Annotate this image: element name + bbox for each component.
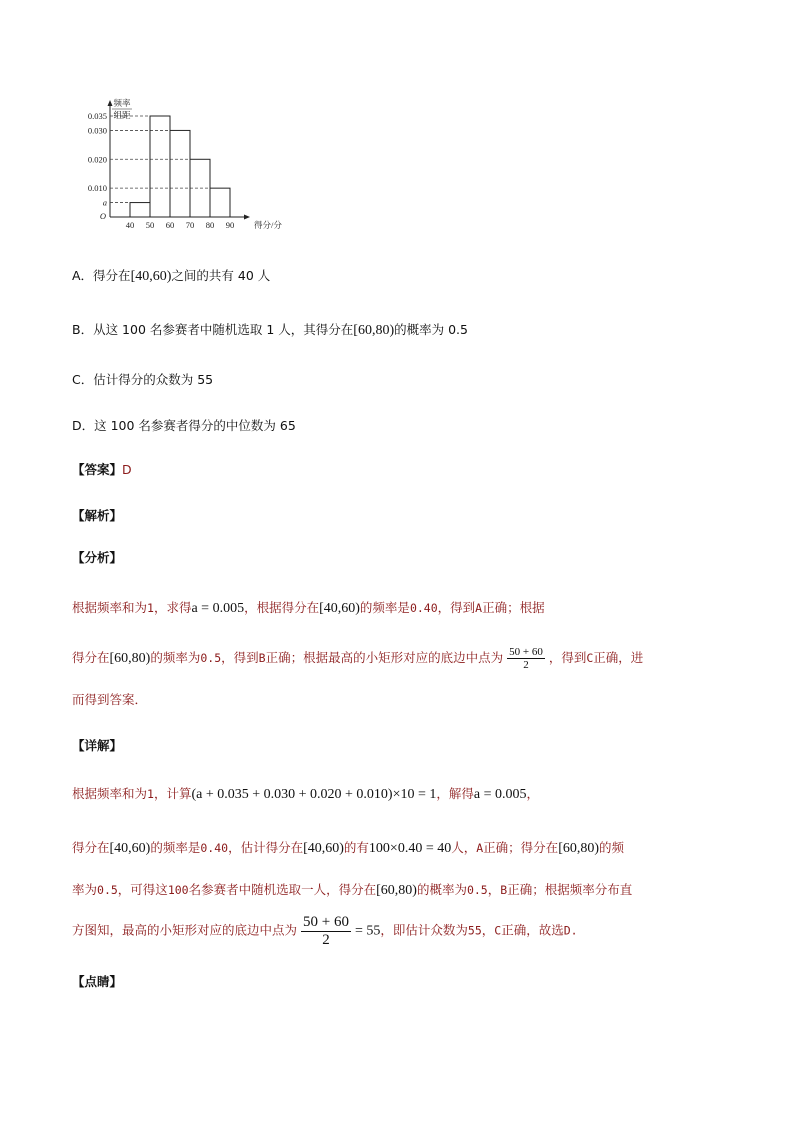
x-tick-label: 40 [125,220,135,230]
xiangjie-text: 0.5 [466,883,488,897]
xiangjie-interval: [60,80) [558,841,600,856]
fenxi-line-2 [72,646,643,671]
fraction-numerator: 50 + 60 [303,914,349,930]
histogram-bar [130,203,150,217]
xiangjie-text: 率为 [72,882,98,897]
xiangjie-text: 的频率是 [150,840,201,855]
histogram-bar [170,130,190,217]
x-axis-label: 得分/分 [254,220,282,230]
xiangjie-text: ， [481,922,495,938]
option-c: C．估计得分的众数为 55 [72,372,214,387]
xiangjie-text: ， [526,786,540,801]
fenxi-text: ，求得 [153,600,192,615]
xiangjie-text: 名参赛者中随机选取一人，得分在 [188,882,377,897]
xiangjie-text: 根据频率和为 [72,786,148,801]
fenxi-text: ，根据得分在 [244,600,320,615]
fenxi-line-1 [72,598,545,617]
xiangjie-text: 0.5 [97,883,118,897]
xiangjie-fraction [301,914,351,948]
xiangjie-interval: [40,60) [303,841,344,856]
xiangjie-text: 正确，故选 [501,922,564,938]
xiangjie-text: ，解得 [436,786,474,801]
xiangjie-text: ，可得这 [117,882,168,897]
fenxi-fraction [507,646,545,671]
fenxi-text: ，得到 [437,600,476,615]
xiangjie-equation: (a + 0.035 + 0.030 + 0.020 + 0.010)×10 = 1 [191,787,437,802]
y-tick-label: 0.020 [87,154,107,165]
xiangjie-text: 100 [167,883,189,897]
xiangjie-interval: [40,60) [109,841,151,856]
xiangjie-text: C [494,923,502,938]
xiangjie-text: 的概率为 [416,882,467,897]
xiangjie-text: B [500,883,508,897]
x-tick-label: 70 [185,220,195,230]
answer-line [72,460,132,478]
origin-label: O [99,211,106,221]
fenxi-line-3: 而得到答案． [72,692,148,707]
answer-tag: 【答案】 [72,462,123,477]
xiangjie-line-3 [72,880,632,899]
y-axis-arrow [108,100,113,106]
y-label-numerator: 频率 [113,98,131,108]
xiangjie-text: 正确；得分在 [483,840,559,855]
y-tick-label: 0.030 [87,125,107,136]
x-axis-arrow [244,215,250,220]
fenxi-text: 正确；根据最高的小矩形对应的底边中点为 [265,650,504,666]
fenxi-equation: a = 0.005 [191,601,245,616]
xiangjie-heading: 【详解】 [72,738,123,753]
frequency-histogram [78,96,282,236]
histogram-bar [150,116,170,217]
fraction-denominator: 2 [322,931,330,948]
fenxi-interval: [40,60) [319,601,360,616]
x-tick-label: 80 [205,220,215,230]
option-a [72,266,270,285]
fenxi-text: 的频率为 [150,650,201,666]
fenxi-text: ，得到 [221,650,259,666]
option-a-tail: 之间的共有 40 人 [171,268,271,283]
x-tick-label: 90 [225,220,235,230]
option-b-interval: [60,80) [353,323,395,338]
fenxi-text: ，得到 [548,650,587,666]
histogram-svg [78,96,282,236]
y-tick-label: 0.035 [87,111,107,121]
option-d: D．这 100 名参赛者得分的中位数为 65 [72,418,296,433]
xiangjie-text: 55 [467,923,482,938]
fraction-numerator: 50 + 60 [509,646,543,658]
fenxi-heading: 【分析】 [72,550,123,565]
y-label-denominator: 组距 [113,110,131,120]
fenxi-text: 得分在 [72,650,110,666]
xiangjie-text: 的频 [599,840,625,855]
fenxi-text: 正确；根据 [482,600,545,615]
xiangjie-text: D. [563,923,578,938]
xiangjie-text: ，估计得分在 [228,840,304,855]
fraction-denominator: 2 [523,659,529,672]
fenxi-text: 1 [147,601,154,615]
xiangjie-line-1 [72,784,539,803]
xiangjie-line-4 [72,914,578,948]
fenxi-text: 0.5 [200,651,222,666]
fenxi-text: 正确，进 [593,650,644,666]
xiangjie-text: ，即估计众数为 [380,922,468,938]
x-tick-label: 60 [165,220,175,230]
y-tick-label: a [102,197,107,208]
xiangjie-interval: [60,80) [376,883,417,898]
fenxi-text: C [586,651,594,666]
option-a-label: A．得分在 [72,268,131,283]
fenxi-text: A [475,601,483,615]
fenxi-text: 的频率是 [359,600,410,615]
xiangjie-text: 0.40 [200,841,229,855]
x-tick-label: 50 [145,220,155,230]
xiangjie-equation: 100×0.40 = 40 [368,841,452,856]
jiexi-heading: 【解析】 [72,508,123,523]
xiangjie-text: 方图知，最高的小矩形对应的底边中点为 [72,922,298,938]
xiangjie-line-2 [72,838,624,857]
xiangjie-text: 的有 [343,840,369,855]
fenxi-interval: [60,80) [109,651,151,667]
fenxi-text: 0.40 [409,601,438,615]
xiangjie-text: ， [487,882,501,897]
xiangjie-equation: a = 0.005 [473,787,527,802]
xiangjie-equation: = 55 [354,923,381,939]
xiangjie-text: ，计算 [153,786,192,801]
dianjing-heading: 【点睛】 [72,974,123,989]
y-tick-label: 0.010 [87,183,107,194]
histogram-bar [210,188,230,217]
xiangjie-text: 正确；根据频率分布直 [507,882,633,897]
xiangjie-text: 人， [451,840,477,855]
option-a-interval: [40,60) [130,269,172,284]
fenxi-text: 根据频率和为 [72,600,148,615]
option-b [72,320,468,339]
option-b-label: B．从这 100 名参赛者中随机选取 1 人，其得分在 [72,322,354,337]
xiangjie-text: 1 [147,787,154,801]
xiangjie-text: A [476,841,484,855]
answer-value: D [122,462,132,477]
fenxi-text: B [258,651,266,666]
xiangjie-text: 得分在 [72,840,110,855]
option-b-tail: 的概率为 0.5 [394,322,468,337]
